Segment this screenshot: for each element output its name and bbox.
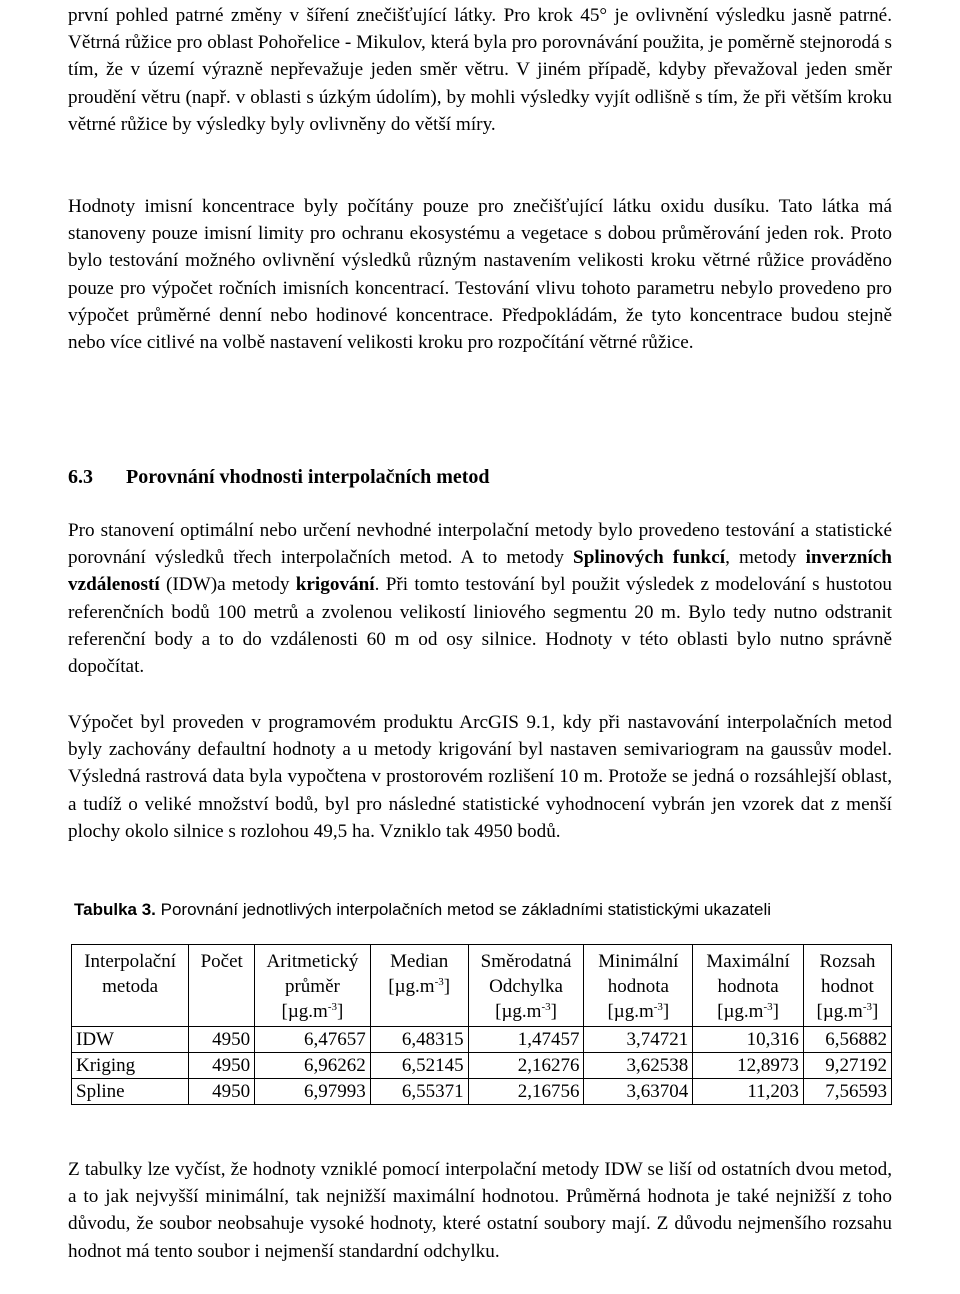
table-cell: 4950 xyxy=(189,1053,255,1079)
table-caption-text: Porovnání jednotlivých interpolačních metod se základními statistickými ukazateli xyxy=(155,900,772,919)
table-header-line: Směrodatná xyxy=(480,951,572,972)
table-header-line: Rozsah xyxy=(819,951,876,972)
table-row-label: Kriging xyxy=(72,1053,189,1079)
table-header-line: $[\mu g.m^{-3}]$ xyxy=(281,1001,344,1022)
table-cell: 7,56593 xyxy=(803,1079,891,1105)
text-run: Pro stanovení optimální nebo určení nevhodné interpolační metody bylo provedeno testování a statistické porovnání výsledků třech interpolačních metod. A to metody xyxy=(68,520,892,569)
table-cell: 9,27192 xyxy=(803,1053,891,1079)
table-row xyxy=(72,1079,892,1105)
statistics-table xyxy=(71,944,892,1105)
table-header-line: Interpolační xyxy=(84,951,177,972)
table-header-line: $[\mu g.m^{-3}]$ xyxy=(388,976,451,997)
table-header-line: Median xyxy=(390,951,449,972)
table-caption-label: Tabulka 3. xyxy=(74,900,156,919)
table-header-line: Počet xyxy=(200,951,243,972)
table-header-cell xyxy=(693,945,804,1027)
table-row-label: IDW xyxy=(72,1027,189,1053)
table-cell: 12,8973 xyxy=(693,1053,804,1079)
table-header-line: Odchylka xyxy=(489,976,563,997)
table-body xyxy=(72,1027,892,1105)
paragraph-method-comparison xyxy=(68,517,892,680)
paragraph-concentration-values: Hodnoty imisní koncentrace byly počítány pouze pro znečišťující látku oxidu dusíku. Tato látka má stanoveny pouze imisní limity pro ochranu ekosystému a vegetace s dobou průměrování jeden rok. Proto bylo testování možného ovlivnění výsledků různým nastavením velikosti kroku větrné růžice prováděno pouze pro výpočet ročních imisních koncentrací. Testování vlivu tohoto parametru nebylo provedeno pro výpočet průměrné denní nebo hodinové koncentrace. Předpokládám, že tyto koncentrace budou stejně nebo více citlivé na volbě nastavení velikosti kroku pro rozpočítání větrné růžice. xyxy=(68,196,892,354)
table-header-line: hodnot xyxy=(821,976,874,997)
table-caption xyxy=(74,897,904,923)
table-header-row xyxy=(72,945,892,1027)
table-header-line: Minimální xyxy=(598,951,679,972)
section-title: Porovnání vhodnosti interpolačních metod xyxy=(126,466,490,488)
table-header-line: $[\mu g.m^{-3}]$ xyxy=(717,1001,779,1022)
table-cell: 3,62538 xyxy=(584,1053,693,1079)
table-cell: 6,97993 xyxy=(255,1079,371,1105)
table-row xyxy=(72,1053,892,1079)
table-cell: 4950 xyxy=(189,1079,255,1105)
table-cell: 3,74721 xyxy=(584,1027,693,1053)
table-header-cell xyxy=(189,945,255,1027)
section-heading xyxy=(68,463,892,491)
table-cell: 2,16756 xyxy=(468,1079,584,1105)
table-header-cell xyxy=(468,945,584,1027)
table-header-line: metoda xyxy=(102,976,159,997)
table-cell: 6,56882 xyxy=(803,1027,891,1053)
table-header-cell xyxy=(370,945,468,1027)
table-cell: 6,96262 xyxy=(255,1053,371,1079)
table-header-line: Aritmetický xyxy=(266,951,359,972)
text-run: . Při tomto testování byl použit výsledek z modelování s hustotou referenčních bodů 100 metrů a zvolenou velikostí liniového segmentu 20 m. Bylo tedy nutno odstranit referenční body a to do vzdálenosti 60 m od osy silnice. Hodnoty v této oblasti bylo nutno správně dopočítat. xyxy=(68,574,892,678)
text-run: (IDW)a metody xyxy=(159,574,296,596)
paragraph-computation: Výpočet byl proveden v programovém produktu ArcGIS 9.1, kdy při nastavování interpolačních metod byly zachovány defaultní hodnoty a u metody krigování byl nastaven semivariogram na gaussův model. Výsledná rastrová data byla vypočtena v prostorovém rozlišení 10 m. Protože se jedná o rozsáhlejší oblast, a tudíž o veliké množství bodů, byl pro následné statistické vyhodnocení vybrán jen vzorek dat z menší plochy okolo silnice s rozlohou 49,5 ha. Vzniklo tak 4950 bodů. xyxy=(68,712,892,842)
table-header-line: průměr xyxy=(284,976,340,997)
table-header-cell xyxy=(72,945,189,1027)
paragraph-wind-rose: první pohled patrné změny v šíření znečišťující látky. Pro krok 45° je ovlivnění výsledku jasně patrné. Větrná růžice pro oblast Pohořelice - Mikulov, která byla pro porovnávání použita, je poměrně stejnorodá s tím, že v území výrazně nepřevažuje jeden směr větru. V jiném případě, kdyby převažoval jeden směr proudění větru (např. v oblasti s úzkým údolím), by mohli výsledky vyjít odlišně s tím, že při větším kroku větrné růžice by výsledky byly ovlivněny do větší míry. xyxy=(68,5,892,135)
table-header-cell xyxy=(255,945,371,1027)
table-row-label: Spline xyxy=(72,1079,189,1105)
table-cell: 4950 xyxy=(189,1027,255,1053)
table-cell: 3,63704 xyxy=(584,1079,693,1105)
table-cell: 10,316 xyxy=(693,1027,804,1053)
table-header-line: $[\mu g.m^{-3}]$ xyxy=(495,1001,557,1022)
table-cell: 2,16276 xyxy=(468,1053,584,1079)
table-cell: 1,47457 xyxy=(468,1027,584,1053)
section-number: 6.3 xyxy=(68,466,93,488)
table-cell: 6,47657 xyxy=(255,1027,371,1053)
text-run: , metody xyxy=(725,547,806,569)
table-header-line: $[\mu g.m^{-3}]$ xyxy=(816,1001,879,1022)
table-header-line: hodnota xyxy=(717,976,779,997)
table-cell: 6,55371 xyxy=(370,1079,468,1105)
paragraph-conclusion: Z tabulky lze vyčíst, že hodnoty vzniklé pomocí interpolační metody IDW se liší od ostatních dvou metod, a to jak nejvyšší minimální, tak nejnižší maximální hodnotou. Průměrná hodnota je také nejnižší z toho důvodu, že soubor neobsahuje vysoké hodnoty, které ostatní soubory mají. Z důvodu nejmenšího rozsahu hodnot má tento soubor i nejmenší standardní odchylku. xyxy=(68,1159,892,1262)
table-header-cell xyxy=(584,945,693,1027)
table-header-line: Maximální xyxy=(706,951,790,972)
table-header-line: hodnota xyxy=(607,976,669,997)
table-header-cell xyxy=(803,945,891,1027)
table-cell: 6,52145 xyxy=(370,1053,468,1079)
table-cell: 6,48315 xyxy=(370,1027,468,1053)
table-cell: 11,203 xyxy=(693,1079,804,1105)
table-row xyxy=(72,1027,892,1053)
keyword-kriging: krigování xyxy=(295,574,375,596)
keyword-idw: inverzních vzdáleností xyxy=(68,547,892,596)
keyword-spline: Splinových funkcí xyxy=(573,547,726,569)
table-header-line: $[\mu g.m^{-3}]$ xyxy=(607,1001,670,1022)
